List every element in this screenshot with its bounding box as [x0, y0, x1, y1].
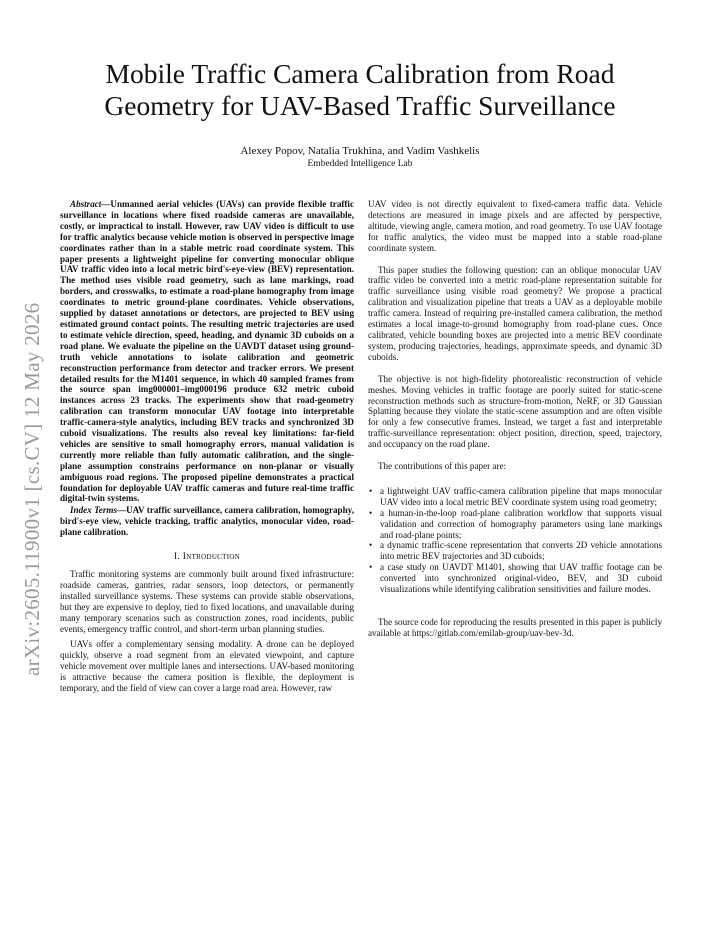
- contributions-list: [368, 486, 662, 595]
- abstract-label: Abstract: [70, 199, 102, 209]
- intro-paragraph-2: UAVs offer a complementary sensing modality. A drone can be deployed quickly, observe a road segment from an elevated viewpoint, and capture vehicle movement over multiple lanes and intersections. UAV-based monitoring is attractive because the camera position is flexible, the deployment is temporary, and the field of view can cover a large road area. However, raw: [60, 639, 354, 694]
- section-title: Introduction: [182, 552, 241, 563]
- right-column: [368, 199, 662, 639]
- bullet-icon: •: [369, 485, 373, 496]
- contribution-item: • a case study on UAVDT M1401, showing that UAV traffic footage can be converted into synchronized original-video, BEV, and 3D cuboid visualizations while identifying calibration sensitivities and failure modes.: [369, 562, 662, 595]
- index-terms: [60, 505, 354, 538]
- contribution-item: • a dynamic traffic-scene representation that converts 2D vehicle annotations into metric BEV trajectories and 3D cuboids;: [369, 540, 662, 562]
- index-terms-label: Index Terms: [70, 505, 117, 516]
- section-heading-introduction: [60, 552, 354, 563]
- arxiv-identifier: arXiv:2605.11900v1 [cs.CV] 12 May 2026: [20, 302, 44, 676]
- affiliation: Embedded Intelligence Lab: [307, 159, 413, 169]
- index-terms-text: —UAV traffic surveillance, camera calibration, homography, bird's-eye view, vehicle tracking, traffic analytics, monocular video, road-plane calibration.: [60, 505, 354, 538]
- right-paragraph-2: This paper studies the following question: can an oblique monocular UAV traffic video be converted into a metric road-plane representation suitable for traffic surveillance using visible road geometry? We propose a practical calibration and visualization pipeline that treats a UAV as a deployable mobile traffic camera. Instead of requiring pre-installed camera calibration, the method estimates a local image-to-ground homography from road-plane cues. Once calibrated, vehicle bounding boxes are projected into a metric BEV coordinate system, producing trajectories, headings, approximate speeds, and dynamic 3D cuboids.: [368, 264, 662, 362]
- bullet-icon: •: [369, 562, 373, 573]
- contribution-item: • a lightweight UAV traffic-camera calibration pipeline that maps monocular UAV video into a local metric BEV coordinate system using road geometry;: [369, 485, 662, 507]
- source-code-paragraph: The source code for reproducing the results presented in this paper is publicly available at https://gitlab.com/emilab-group/uav-bev-3d.: [368, 617, 662, 638]
- bullet-icon: •: [369, 540, 373, 551]
- bullet-icon: •: [369, 507, 373, 518]
- contributions-intro: The contributions of this paper are:: [378, 461, 507, 472]
- contribution-item: • a human-in-the-loop road-plane calibration workflow that supports visual validation and correction of homography parameters using lane markings and road-plane points;: [369, 507, 662, 540]
- right-paragraph-3: The objective is not high-fidelity photorealistic reconstruction of vehicle meshes. Moving vehicles in traffic footage are poorly suited for static-scene reconstruction methods such as structure-from-motion, NeRF, or 3D Gaussian Splatting because they violate the static-scene assumption and are often visible for only a few consecutive frames. Instead, we target a fast and interpretable traffic-surveillance representation: object position, direction, speed, trajectory, and occupancy on the road plane.: [368, 373, 662, 450]
- abstract: [60, 199, 354, 504]
- paper-title: [60, 58, 660, 122]
- left-column: [60, 199, 354, 694]
- title-line-1: Mobile Traffic Camera Calibration from Road: [105, 58, 615, 89]
- right-paragraph-1: UAV video is not directly equivalent to fixed-camera traffic data. Vehicle detections are measured in image pixels and are affected by perspective, altitude, viewing angle, camera motion, and road geometry. To use UAV footage for traffic analytics, the video must be mapped into a stable road-plane coordinate system.: [368, 199, 662, 253]
- intro-paragraph-1: Traffic monitoring systems are commonly built around fixed infrastructure: roadside cameras, gantries, radar sensors, loop detectors, or permanently installed surveillance systems. These systems can provide stable observations, but they are expensive to deploy, tied to fixed locations, and unavailable during many temporary scenarios such as construction zones, road incidents, public events, emergency traffic control, and short-term urban planning studies.: [60, 569, 354, 634]
- author-list: Alexey Popov, Natalia Trukhina, and Vadim Vashkelis: [240, 145, 480, 157]
- section-numeral: I.: [173, 552, 183, 563]
- title-line-2: Geometry for UAV-Based Traffic Surveillance: [104, 90, 616, 121]
- abstract-text: —Unmanned aerial vehicles (UAVs) can provide flexible traffic surveillance in locations where fixed roadside cameras are unavailable, costly, or impractical to install. However, raw UAV video is difficult to use for traffic analytics because vehicle motion is observed in perspective image coordinates rather than in a stable metric road coordinate system. This paper presents a lightweight pipeline for converting monocular oblique UAV traffic video into a local metric bird's-eye-view (BEV) representation. The method uses visible road geometry, such as lane markings, road borders, and crosswalks, to estimate a road-plane homography from image coordinates to metric ground-plane coordinates. Vehicle observations, supplied by dataset annotations or detectors, are projected to BEV using estimated ground contact points. The resulting metric trajectories are used to estimate vehicle direction, speed, heading, and dynamic 3D cuboids on a road plane. We evaluate the pipeline on the UAVDT dataset using ground-truth vehicle annotations to isolate calibration and geometric reconstruction performance from detector and tracker errors. We present detailed results for the M1401 sequence, in which 40 sampled frames from the source span img000001–img000196 produce 632 metric cuboid instances across 23 tracks. The experiments show that road-geometry calibration can transform monocular UAV footage into interpretable traffic-camera-style analytics, including BEV tracks and synchronized 3D cuboid visualizations. The results also reveal key limitations: far-field vehicles are sensitive to small homography errors, manual validation is currently more reliable than fully automatic calibration, and the single-plane assumption constrains performance on non-planar or visually ambiguous road regions. The proposed pipeline demonstrates a practical foundation for deployable UAV traffic cameras and future real-time traffic digital-twin systems.: [60, 199, 354, 504]
